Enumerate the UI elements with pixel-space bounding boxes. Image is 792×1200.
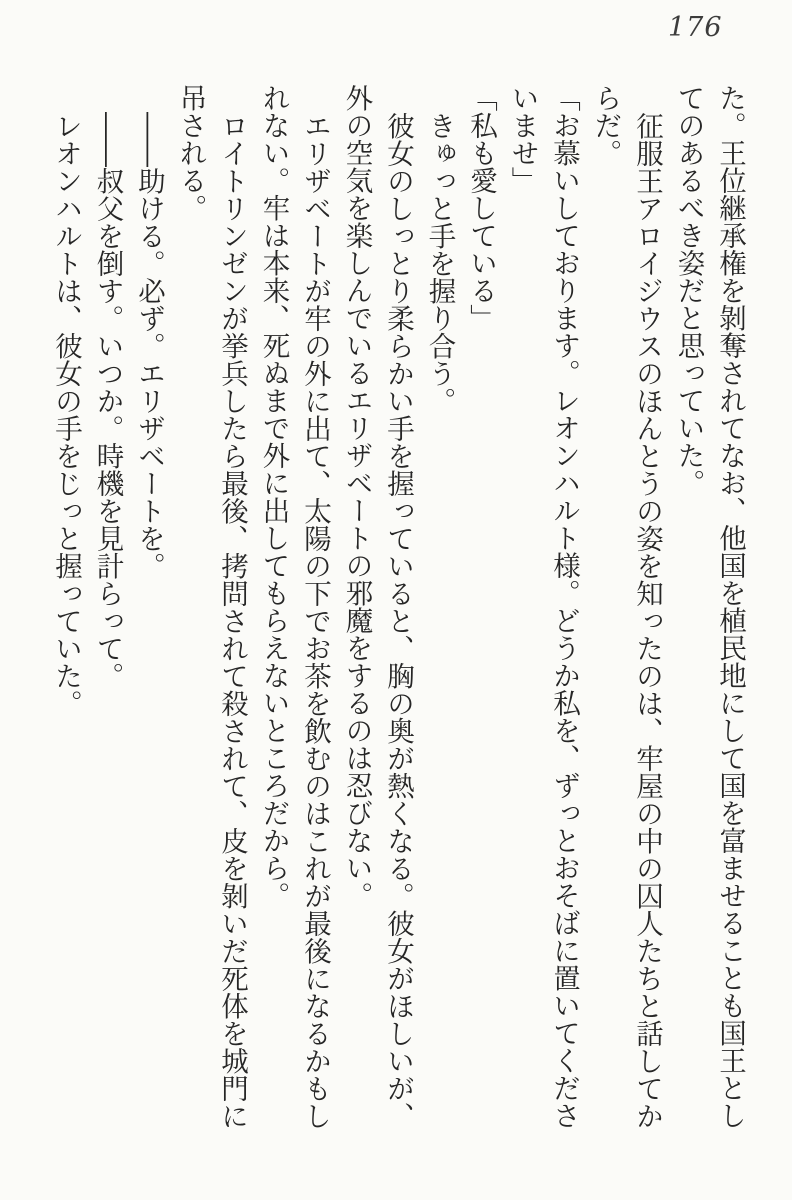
page-number: 176 [668, 12, 723, 43]
paragraph-thought: ――叔父を倒す。いつか。時機を見計らって。 [91, 111, 124, 689]
paragraph: ロイトリンゼンが挙兵したら最後、拷問されて殺されて、皮を剝いだ死体を城門に吊される。 [174, 84, 248, 1129]
paragraph: エリザベートが牢の外に出て、太陽の下でお茶を飲むのはこれが最後になるかもしれない。牢は本来、死ぬまで外に出してもらえないところだから。 [257, 84, 331, 1129]
paragraph: レオンハルトは、彼女の手をじっと握っていた。 [50, 111, 82, 717]
paragraph-thought: ――助ける。必ず。エリザベートを。 [133, 111, 165, 579]
paragraph: 征服王アロイジウスのほんとうの姿を知ったのは、牢屋の中の囚人たちと話してからだ。 [589, 84, 663, 1129]
body-text [45, 84, 751, 1131]
paragraph-dialogue: 「お慕いしております。レオンハルト様。どうか私を、ずっとおそばに置いてくださいませ」 [506, 84, 580, 1129]
paragraph: 彼女のしっとり柔らかい手を握っていると、胸の奥が熱くなる。彼女がほしいが、外の空気を楽しんでいるエリザベートの邪魔をするのは忍びない。 [340, 84, 414, 1129]
paragraph-continuation: た。王位継承権を剝奪されてなお、他国を植民地にして国を富ませることも国王としてのあるべき姿だと思っていた。 [672, 84, 746, 1129]
paragraph: きゅっと手を握り合う。 [423, 111, 456, 414]
paragraph-dialogue: 「私も愛している」 [465, 84, 497, 332]
